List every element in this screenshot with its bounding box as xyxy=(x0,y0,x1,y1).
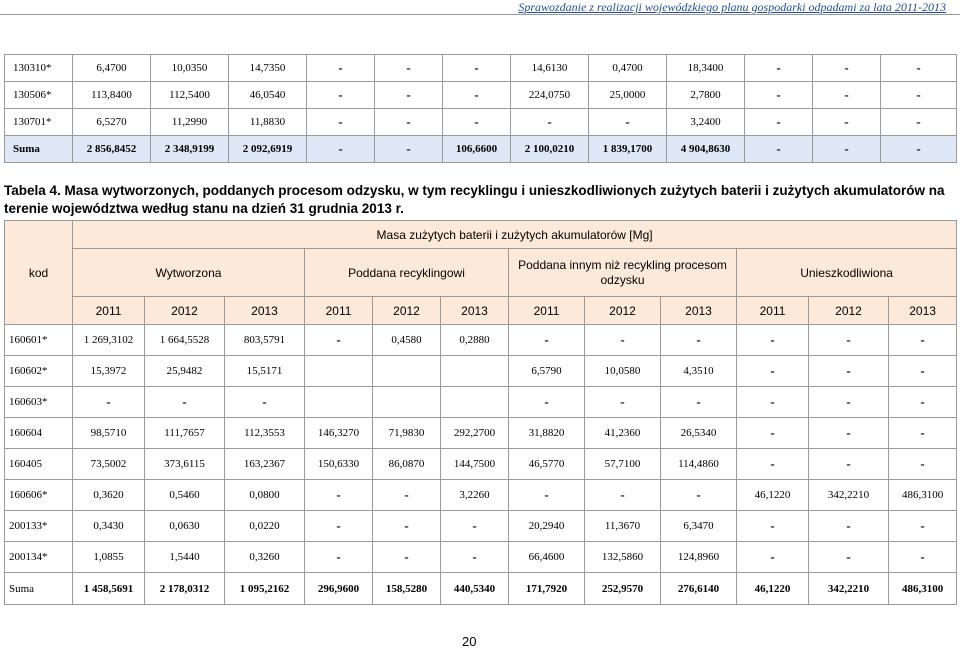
table-cell: - xyxy=(585,480,661,511)
table-cell: 6,4700 xyxy=(73,55,151,82)
table-cell: - xyxy=(307,136,375,163)
table-cell: - xyxy=(889,325,957,356)
table-cell: - xyxy=(889,418,957,449)
waste-code: 160603* xyxy=(5,387,73,418)
year-header: 2013 xyxy=(661,297,737,325)
table-cell: - xyxy=(809,418,889,449)
waste-code: 130310* xyxy=(5,55,73,82)
table-cell: - xyxy=(73,387,145,418)
table-cell: - xyxy=(809,542,889,573)
table-cell: 10,0350 xyxy=(151,55,229,82)
table-cell: 71,9830 xyxy=(373,418,441,449)
table-cell: - xyxy=(889,449,957,480)
table-caption: Tabela 4. Masa wytworzonych, poddanych procesom odzysku, w tym recyklingu i unieszkodliwionych zużytych baterii i zużytych akumulatorów na terenie województwa według stanu na dzień 31 grudnia 2013 r. xyxy=(4,183,945,216)
battery-mass-table xyxy=(4,220,957,605)
group-header-recovery: Poddana innym niż recykling procesom odzysku xyxy=(509,249,737,297)
table-cell: - xyxy=(145,387,225,418)
table-cell: - xyxy=(585,387,661,418)
table-cell: 31,8820 xyxy=(509,418,585,449)
table-cell: - xyxy=(509,387,585,418)
table-cell: 163,2367 xyxy=(225,449,305,480)
table-cell: 292,2700 xyxy=(441,418,509,449)
table-cell: - xyxy=(809,356,889,387)
table-row xyxy=(5,109,957,136)
table-cell: - xyxy=(745,136,813,163)
table-cell: 114,4860 xyxy=(661,449,737,480)
waste-code: 160601* xyxy=(5,325,73,356)
year-header: 2011 xyxy=(305,297,373,325)
table-cell: 2 348,9199 xyxy=(151,136,229,163)
waste-code: 200134* xyxy=(5,542,73,573)
table-cell: 296,9600 xyxy=(305,573,373,605)
table-cell: 0,5460 xyxy=(145,480,225,511)
running-header: Sprawozdanie z realizacji wojewódzkiego planu gospodarki odpadami za lata 2011-2013 xyxy=(518,0,946,14)
table-cell: - xyxy=(443,55,511,82)
table-cell: - xyxy=(737,418,809,449)
table-cell: 15,3972 xyxy=(73,356,145,387)
year-header: 2012 xyxy=(809,297,889,325)
table-row xyxy=(5,136,957,163)
table-cell: - xyxy=(737,542,809,573)
table-cell: - xyxy=(881,55,957,82)
table-cell: 25,9482 xyxy=(145,356,225,387)
table-cell xyxy=(441,387,509,418)
waste-code: Suma xyxy=(5,136,73,163)
group-header-disposal: Unieszkodliwiona xyxy=(737,249,957,297)
table-cell: - xyxy=(509,480,585,511)
table-cell: 46,1220 xyxy=(737,480,809,511)
table-row xyxy=(5,480,957,511)
table-cell: 10,0580 xyxy=(585,356,661,387)
table-cell: - xyxy=(889,387,957,418)
table-cell: - xyxy=(373,480,441,511)
table-cell: 41,2360 xyxy=(585,418,661,449)
table-cell: 3,2260 xyxy=(441,480,509,511)
table-cell: - xyxy=(441,542,509,573)
table-row xyxy=(5,55,957,82)
table-cell: 57,7100 xyxy=(585,449,661,480)
table-cell: 146,3270 xyxy=(305,418,373,449)
waste-code: 160602* xyxy=(5,356,73,387)
table-cell: 158,5280 xyxy=(373,573,441,605)
table-cell: - xyxy=(809,511,889,542)
table-cell: 86,0870 xyxy=(373,449,441,480)
table-cell: - xyxy=(305,480,373,511)
table-cell: 1 269,3102 xyxy=(73,325,145,356)
table-cell: 46,5770 xyxy=(509,449,585,480)
table-cell: 26,5340 xyxy=(661,418,737,449)
table-cell: 66,4600 xyxy=(509,542,585,573)
year-header: 2011 xyxy=(73,297,145,325)
table-cell: 98,5710 xyxy=(73,418,145,449)
table-cell: - xyxy=(813,136,881,163)
table-cell: - xyxy=(511,109,589,136)
table-cell: 20,2940 xyxy=(509,511,585,542)
table-cell: 150,6330 xyxy=(305,449,373,480)
table-cell: - xyxy=(307,109,375,136)
table-cell: 112,3553 xyxy=(225,418,305,449)
table-cell: 144,7500 xyxy=(441,449,509,480)
waste-code: 160604 xyxy=(5,418,73,449)
page-number: 20 xyxy=(462,634,477,649)
table-cell: 3,2400 xyxy=(667,109,745,136)
previous-table-fragment xyxy=(4,54,957,163)
table-cell: - xyxy=(745,55,813,82)
table-cell: 2 092,6919 xyxy=(229,136,307,163)
table-cell: 2,7800 xyxy=(667,82,745,109)
table-cell: 0,3430 xyxy=(73,511,145,542)
table-cell: - xyxy=(813,109,881,136)
table-cell: 0,3620 xyxy=(73,480,145,511)
table-cell: 0,0800 xyxy=(225,480,305,511)
table-cell: - xyxy=(737,387,809,418)
table-cell: - xyxy=(737,356,809,387)
year-header: 2011 xyxy=(509,297,585,325)
table-cell: - xyxy=(373,511,441,542)
table-cell: - xyxy=(585,325,661,356)
table-cell: - xyxy=(809,387,889,418)
table-cell: - xyxy=(443,82,511,109)
waste-code: 130506* xyxy=(5,82,73,109)
table-cell xyxy=(305,387,373,418)
waste-code: 160405 xyxy=(5,449,73,480)
table-cell: 342,2210 xyxy=(809,573,889,605)
table-cell: - xyxy=(737,449,809,480)
table-cell: 73,5002 xyxy=(73,449,145,480)
table-cell: - xyxy=(661,480,737,511)
table-cell: 373,6115 xyxy=(145,449,225,480)
table-cell: 15,5171 xyxy=(225,356,305,387)
table-cell: - xyxy=(509,325,585,356)
kod-header: kod xyxy=(5,221,73,325)
table-row xyxy=(5,542,957,573)
table-cell: 1 664,5528 xyxy=(145,325,225,356)
table-cell: 11,2990 xyxy=(151,109,229,136)
table-cell: 111,7657 xyxy=(145,418,225,449)
header-rule xyxy=(0,14,960,15)
table-cell: 276,6140 xyxy=(661,573,737,605)
table-cell: 1 839,1700 xyxy=(589,136,667,163)
year-header: 2011 xyxy=(737,297,809,325)
table-cell: 486,3100 xyxy=(889,480,957,511)
table-cell: 0,2880 xyxy=(441,325,509,356)
waste-code: Suma xyxy=(5,573,73,605)
table-cell: 1 458,5691 xyxy=(73,573,145,605)
table-cell: - xyxy=(305,542,373,573)
year-header: 2012 xyxy=(585,297,661,325)
year-header: 2013 xyxy=(441,297,509,325)
table-cell: - xyxy=(809,325,889,356)
waste-code: 160606* xyxy=(5,480,73,511)
table-cell: 46,1220 xyxy=(737,573,809,605)
table-cell xyxy=(373,387,441,418)
table-cell xyxy=(373,356,441,387)
group-header-generated: Wytworzona xyxy=(73,249,305,297)
table-cell: - xyxy=(305,325,373,356)
table-cell: - xyxy=(881,136,957,163)
table-cell: 6,5270 xyxy=(73,109,151,136)
year-header: 2013 xyxy=(889,297,957,325)
table-cell: - xyxy=(441,511,509,542)
table-row xyxy=(5,418,957,449)
table-cell: - xyxy=(881,82,957,109)
table-cell: - xyxy=(375,136,443,163)
table-cell: 2 100,0210 xyxy=(511,136,589,163)
table-cell: 0,3260 xyxy=(225,542,305,573)
table-cell: - xyxy=(661,325,737,356)
table-cell: - xyxy=(225,387,305,418)
table-cell: - xyxy=(375,109,443,136)
table-cell: - xyxy=(813,55,881,82)
table-cell: - xyxy=(737,511,809,542)
table-cell: 25,0000 xyxy=(589,82,667,109)
table-cell: 124,8960 xyxy=(661,542,737,573)
table-cell: 440,5340 xyxy=(441,573,509,605)
table-row xyxy=(5,82,957,109)
table-cell xyxy=(305,356,373,387)
table-cell: 18,3400 xyxy=(667,55,745,82)
table-cell: - xyxy=(737,325,809,356)
year-header: 2012 xyxy=(145,297,225,325)
table-cell: - xyxy=(661,387,737,418)
table-row xyxy=(5,449,957,480)
table-cell: 1,5440 xyxy=(145,542,225,573)
table-cell xyxy=(441,356,509,387)
waste-code: 200133* xyxy=(5,511,73,542)
table-cell: - xyxy=(881,109,957,136)
table-row xyxy=(5,511,957,542)
year-header: 2013 xyxy=(225,297,305,325)
table-cell: 486,3100 xyxy=(889,573,957,605)
table-cell: 4 904,8630 xyxy=(667,136,745,163)
table-cell: 11,8830 xyxy=(229,109,307,136)
table-cell: - xyxy=(307,82,375,109)
table-cell: 224,0750 xyxy=(511,82,589,109)
table-cell: - xyxy=(373,542,441,573)
table-cell: - xyxy=(745,109,813,136)
year-header: 2012 xyxy=(373,297,441,325)
table-cell: 2 856,8452 xyxy=(73,136,151,163)
table-row xyxy=(5,387,957,418)
waste-code: 130701* xyxy=(5,109,73,136)
table-cell: 6,3470 xyxy=(661,511,737,542)
table-row xyxy=(5,573,957,605)
table-cell: 2 178,0312 xyxy=(145,573,225,605)
table-cell: - xyxy=(589,109,667,136)
table-cell: - xyxy=(745,82,813,109)
table-cell: 112,5400 xyxy=(151,82,229,109)
table-cell: 342,2210 xyxy=(809,480,889,511)
table-cell: 132,5860 xyxy=(585,542,661,573)
table-cell: - xyxy=(889,511,957,542)
table-cell: 14,6130 xyxy=(511,55,589,82)
table-row xyxy=(5,325,957,356)
mass-header: Masa zużytych baterii i zużytych akumulatorów [Mg] xyxy=(73,221,957,249)
table-cell: - xyxy=(375,82,443,109)
table-cell: 106,6600 xyxy=(443,136,511,163)
table-cell: 252,9570 xyxy=(585,573,661,605)
table-cell: - xyxy=(375,55,443,82)
table-cell: 11,3670 xyxy=(585,511,661,542)
table-cell: - xyxy=(305,511,373,542)
table-cell: 1 095,2162 xyxy=(225,573,305,605)
table-cell: 113,8400 xyxy=(73,82,151,109)
table-cell: - xyxy=(809,449,889,480)
table-cell: 14,7350 xyxy=(229,55,307,82)
table-cell: - xyxy=(307,55,375,82)
table-cell: 0,0220 xyxy=(225,511,305,542)
table-cell: 803,5791 xyxy=(225,325,305,356)
table-row xyxy=(5,356,957,387)
table-cell: - xyxy=(889,542,957,573)
table-cell: 46,0540 xyxy=(229,82,307,109)
table-cell: 0,4700 xyxy=(589,55,667,82)
table-cell: - xyxy=(443,109,511,136)
table-cell: 0,0630 xyxy=(145,511,225,542)
table-cell: - xyxy=(813,82,881,109)
table-cell: - xyxy=(889,356,957,387)
table-cell: 1,0855 xyxy=(73,542,145,573)
table-cell: 171,7920 xyxy=(509,573,585,605)
group-header-recycling: Poddana recyklingowi xyxy=(305,249,509,297)
table-cell: 0,4580 xyxy=(373,325,441,356)
table-cell: 6,5790 xyxy=(509,356,585,387)
table-cell: 4,3510 xyxy=(661,356,737,387)
